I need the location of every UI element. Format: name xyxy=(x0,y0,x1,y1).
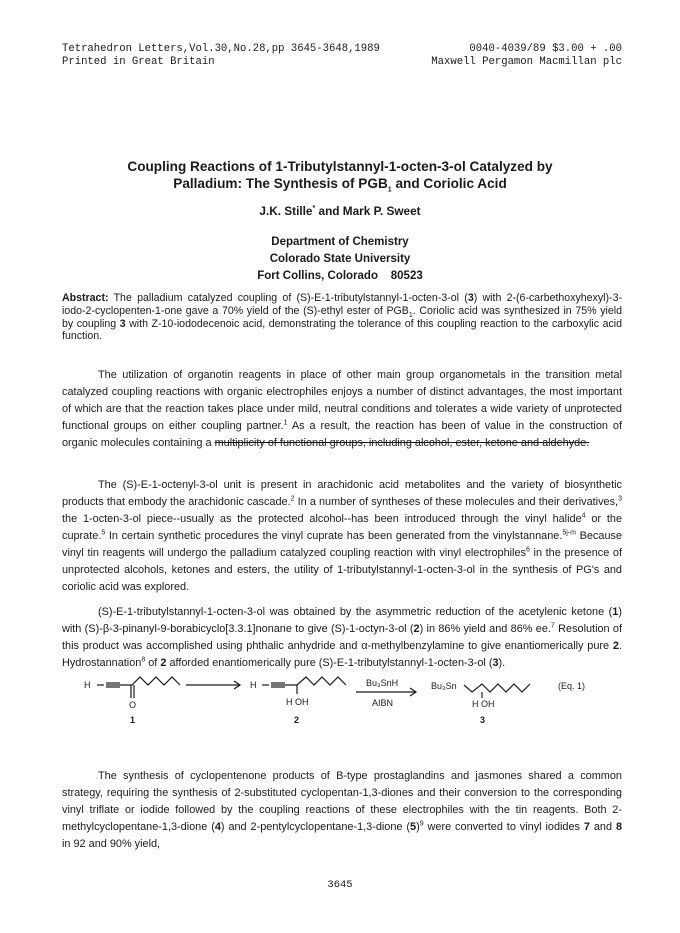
bu3sn-group: Bu₃Sn xyxy=(431,681,457,691)
journal-header xyxy=(62,43,622,69)
title-line-1: Coupling Reactions of 1-Tributylstannyl-1-octen-3-ol Catalyzed by xyxy=(127,159,553,174)
author-list: J.K. Stille* and Mark P. Sweet xyxy=(259,204,421,218)
printed-location: Printed in Great Britain xyxy=(62,56,215,68)
compound-1-structure xyxy=(97,677,180,698)
paragraph-1: The utilization of organotin reagents in place of other main group organometals in the transition metal catalyzed coupling reactions with organic electrophiles enjoys a number of distinct advantages, the most important of which are that the reaction takes place under mild, neutral conditions and tolerates a wide variety of unprotected functional groups on either coupling partner.$^1$ As a result, the reaction has been of value in the construction of organic molecules containing a multiplicity of functional groups, including alcohol, ester, ketone and aldehyde. xyxy=(62,369,622,449)
equation-number: (Eq. 1) xyxy=(558,681,586,691)
city-zip: Fort Collins, Colorado 80523 xyxy=(257,270,423,282)
scheme-carbonyl-o: O xyxy=(129,700,137,710)
scheme-h-2: H xyxy=(250,680,257,690)
scheme-h-1: H xyxy=(84,680,91,690)
corresponding-mark: * xyxy=(312,205,316,213)
compound-2-label: 2 xyxy=(294,715,300,725)
publisher: Maxwell Pergamon Macmillan plc xyxy=(431,56,622,68)
journal-citation: Tetrahedron Letters,Vol.30,No.28,pp 3645-3648,1989 xyxy=(62,43,380,55)
paragraph-3: (S)-E-1-tributylstannyl-1-octen-3-ol was obtained by the asymmetric reduction of the acetylenic ketone (1) with (S)-β-3-pinanyl-9-borabicyclo[3.3.1]nonane to give (S)-1-octyn-3-ol (2) in 86% yield and 86% ee.$^7$ Resolution of this product was accomplished using phthalic anhydride and α-methylbenzylamine to give enantiomerically pure 2. Hydrostannation$^8$ of 2 afforded enantiomerically pure (S)-E-1-tributylstannyl-1-octen-3-ol (3). xyxy=(62,606,623,669)
university: Colorado State University xyxy=(269,253,411,265)
paragraph-2: The (S)-E-1-octenyl-3-ol unit is present in arachidonic acid metabolites and the variety of biosynthetic products that embody the arachidonic cascade.$^2$ In a number of syntheses of these molecules and their derivatives,$^3$ the 1-octen-3-ol piece--usually as the protected alcohol--has been introduced through the vinyl halide$^4$ or the cuprate.$^5$ In certain synthetic procedures the vinyl cuprate has been generated from the vinylstannane.$^{5j-m}$ Because vinyl tin reagents will undergo the palladium catalyzed coupling reaction with vinyl electrophiles$^6$ in the presence of unprotected alcohols, ketones and esters, the utility of 1-tributylstannyl-1-octen-3-ol in the synthesis of PG's and coriolic acid was explored. xyxy=(62,479,623,593)
abstract: Abstract: The palladium catalyzed coupling of (S)-E-1-tributylstannyl-1-octen-3-ol (3) with 2-(6-carbethoxyhexyl)-3-iodo-2-cyclopenten-1-one gave a 70% yield of the (S)-ethyl ester of $PGB_1$. Coriolic acid was synthesized in 75% yield by coupling 3 with Z-10-iododecenoic acid, demonstrating the tolerance of this coupling reaction to the carboxylic acid function. xyxy=(62,292,622,343)
compound-1-label: 1 xyxy=(130,715,136,725)
paper-title xyxy=(60,158,620,192)
compound-3-label: 3 xyxy=(480,715,486,725)
abstract-label: Abstract: xyxy=(62,292,109,304)
compound-2-h-oh: H OH xyxy=(286,697,309,707)
compound-3-h-oh: H OH xyxy=(472,699,495,709)
department: Department of Chemistry xyxy=(271,236,409,248)
struck-text: multiplicity of functional groups, including alcohol, ester, ketone and aldehyde. xyxy=(214,437,590,449)
reagent-bu3snh: Bu₃SnH xyxy=(366,678,399,688)
paragraph-4: The synthesis of cyclopentenone products of B-type prostaglandins and jasmones shared a common strategy, requiring the synthesis of 2-substituted cyclopentan-1,3-diones and their conversion to the corresponding vinyl triflate or iodide followed by the coupling reactions of these electrophiles with the tin reagents. Both 2-methylcyclopentane-1,3-dione (4) and 2-pentylcyclopentane-1,3-dione $(5)^9$ were converted to vinyl iodides 7 and 8 in 92 and 90% yield, xyxy=(62,770,623,850)
compound-3-structure xyxy=(464,684,530,698)
author-stille: J.K. Stille xyxy=(259,204,313,218)
reaction-scheme xyxy=(80,676,620,768)
reagent-aibn: AIBN xyxy=(372,698,394,708)
author-sweet: Mark P. Sweet xyxy=(342,204,421,218)
compound-2-structure xyxy=(262,677,346,694)
price-code: 0040-4039/89 $3.00 + .00 xyxy=(469,43,622,55)
title-line-2: Palladium: The Synthesis of $PGB_1$ and Coriolic Acid xyxy=(173,176,507,194)
page-number: 3645 xyxy=(327,879,353,891)
affiliation xyxy=(0,234,680,285)
